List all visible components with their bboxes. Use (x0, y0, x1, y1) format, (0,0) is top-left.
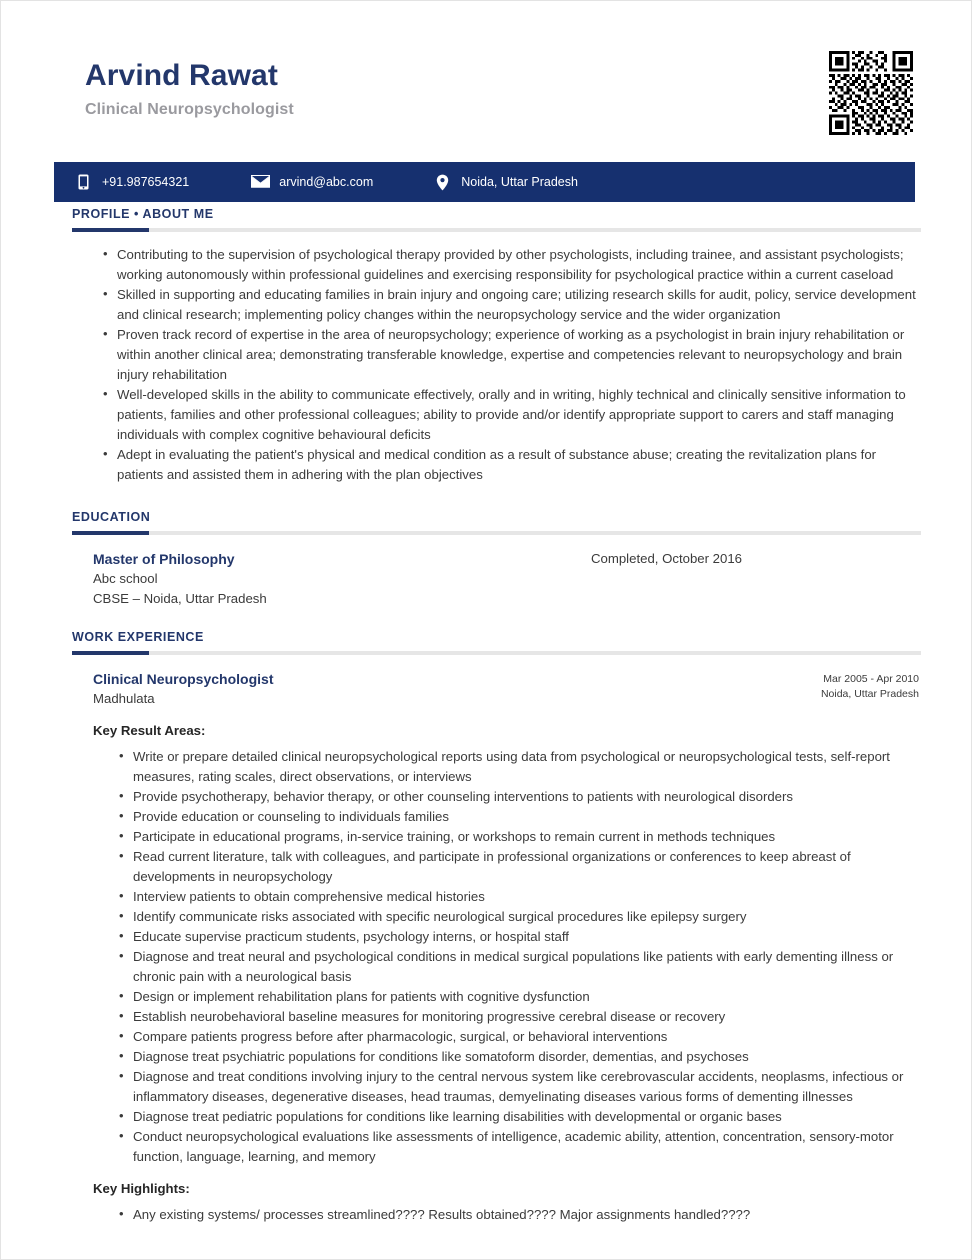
work-company: Madhulata (93, 691, 155, 706)
profile-bullet-list (72, 245, 919, 485)
list-item: • Provide education or counseling to individuals families (119, 807, 919, 827)
contact-phone-text: +91.987654321 (102, 175, 190, 189)
list-item: • Conduct neuropsychological evaluations like assessments of intelligence, academic ability, attention, concentration, sensory-motor function, language, learning, and memory (119, 1127, 919, 1167)
list-item: • Diagnose and treat neural and psychological conditions in medical surgical populations like patients with early dementing illness or chronic pain with a neurological basis (119, 947, 919, 987)
section-rule-education (72, 531, 921, 535)
list-item: • Diagnose and treat conditions involving injury to the central nervous system like cerebrovascular accidents, neoplasms, infectious or inflammatory diseases, degenerative diseases, head traumas, demyelinating diseases various forms of dementing illnesses (119, 1067, 919, 1107)
key-result-areas-list (93, 747, 919, 1167)
contact-email-text: arvind@abc.com (279, 175, 374, 189)
list-item: • Design or implement rehabilitation plans for patients with cognitive dysfunction (119, 987, 919, 1007)
envelope-icon (247, 175, 273, 189)
list-item: • Well-developed skills in the ability to communicate effectively, orally and in writing, highly technical and clinically sensitive information to patients, families and other professional colleagues; ability to provide and/or identify appropriate support to carers and staff managing individuals with complex cognitive behavioural deficits (103, 385, 919, 445)
work-dates: Mar 2005 - Apr 2010 (823, 673, 919, 685)
contact-location-text: Noida, Uttar Pradesh (461, 175, 578, 189)
list-item: • Establish neurobehavioral baseline measures for monitoring progressive cerebral disease or recovery (119, 1007, 919, 1027)
qr-code-wrapper (829, 49, 913, 135)
contact-bar (54, 162, 915, 202)
education-board: CBSE – Noida, Uttar Pradesh (93, 591, 267, 606)
work-entry (72, 669, 919, 1225)
contact-email[interactable] (247, 175, 373, 189)
section-rule-work (72, 651, 921, 655)
resume-body (1, 207, 971, 1225)
identity-block (85, 49, 294, 119)
work-role: Clinical Neuropsychologist (93, 671, 274, 687)
education-entry (72, 549, 919, 609)
work-meta (821, 669, 919, 702)
list-item: • Interview patients to obtain comprehensive medical histories (119, 887, 919, 907)
list-item: • Adept in evaluating the patient's physical and medical condition as a result of substance abuse; creating the revitalization plans for patients and assisted them in adhering with the plan objectives (103, 445, 919, 485)
work-entry-left (93, 669, 821, 709)
qr-code-icon (829, 51, 913, 135)
key-result-areas-label: Key Result Areas: (93, 723, 206, 738)
list-item: • Compare patients progress before after pharmacologic, surgical, or behavioral interventions (119, 1027, 919, 1047)
education-entry-left (93, 549, 579, 609)
mobile-phone-icon (70, 174, 96, 190)
list-item: • Proven track record of expertise in the area of neuropsychology; experience of working as a psychologist in brain injury rehabilitation or within another clinical area; demonstrating transferable knowledge, expertise and competencies relevant to neuropsychology and brain injury rehabilitation (103, 325, 919, 385)
map-pin-icon (429, 174, 455, 191)
list-item: • Read current literature, talk with colleagues, and participate in professional organizations or conferences to keep abreast of developments in neuropsychology (119, 847, 919, 887)
list-item: • Provide psychotherapy, behavior therapy, or other counseling interventions to patients with neurological disorders (119, 787, 919, 807)
list-item: • Any existing systems/ processes streamlined???? Results obtained???? Major assignments handled???? (119, 1205, 919, 1225)
section-profile (72, 207, 919, 485)
candidate-job-title: Clinical Neuropsychologist (85, 100, 294, 118)
section-title-education: EDUCATION (72, 510, 151, 524)
education-school: Abc school (93, 571, 158, 586)
list-item: • Identify communicate risks associated with specific neurological surgical procedures like epilepsy surgery (119, 907, 919, 927)
education-degree: Master of Philosophy (93, 551, 235, 567)
list-item: • Participate in educational programs, in-service training, or workshops to remain current in methods techniques (119, 827, 919, 847)
list-item: • Diagnose treat pediatric populations for conditions like learning disabilities with developmental or organic bases (119, 1107, 919, 1127)
contact-phone[interactable] (70, 174, 189, 190)
section-title-work: WORK EXPERIENCE (72, 630, 204, 644)
list-item: • Diagnose treat psychiatric populations for conditions like somatoform disorder, dementias, and psychoses (119, 1047, 919, 1067)
work-location: Noida, Uttar Pradesh (820, 688, 919, 700)
list-item: • Write or prepare detailed clinical neuropsychological reports using data from psychological or neuropsychological tests, self-report measures, rating scales, direct observations, or interviews (119, 747, 919, 787)
resume-header (1, 1, 971, 135)
section-title-profile: PROFILE • ABOUT ME (72, 207, 214, 221)
education-entry-row (93, 549, 919, 609)
candidate-name: Arvind Rawat (85, 59, 278, 92)
contact-location[interactable] (429, 174, 578, 191)
section-education (72, 510, 919, 609)
list-item: • Educate supervise practicum students, psychology interns, or hospital staff (119, 927, 919, 947)
list-item: • Skilled in supporting and educating families in brain injury and ongoing care; utilizing research skills for audit, policy, service development and clinical research; implementing policy changes within the neuropsychology service and the wider organization (103, 285, 919, 325)
list-item: • Contributing to the supervision of psychological therapy provided by other psychologists, including trainee, and assistant psychologists; working autonomously within professional guidelines and exercising responsibility for psychological practice within a current caseload (103, 245, 919, 285)
key-highlights-label: Key Highlights: (93, 1181, 190, 1196)
education-status: Completed, October 2016 (591, 551, 743, 566)
section-work-experience (72, 630, 919, 1225)
section-rule-profile (72, 228, 921, 232)
work-entry-row (93, 669, 919, 709)
key-highlights-list (93, 1205, 919, 1225)
